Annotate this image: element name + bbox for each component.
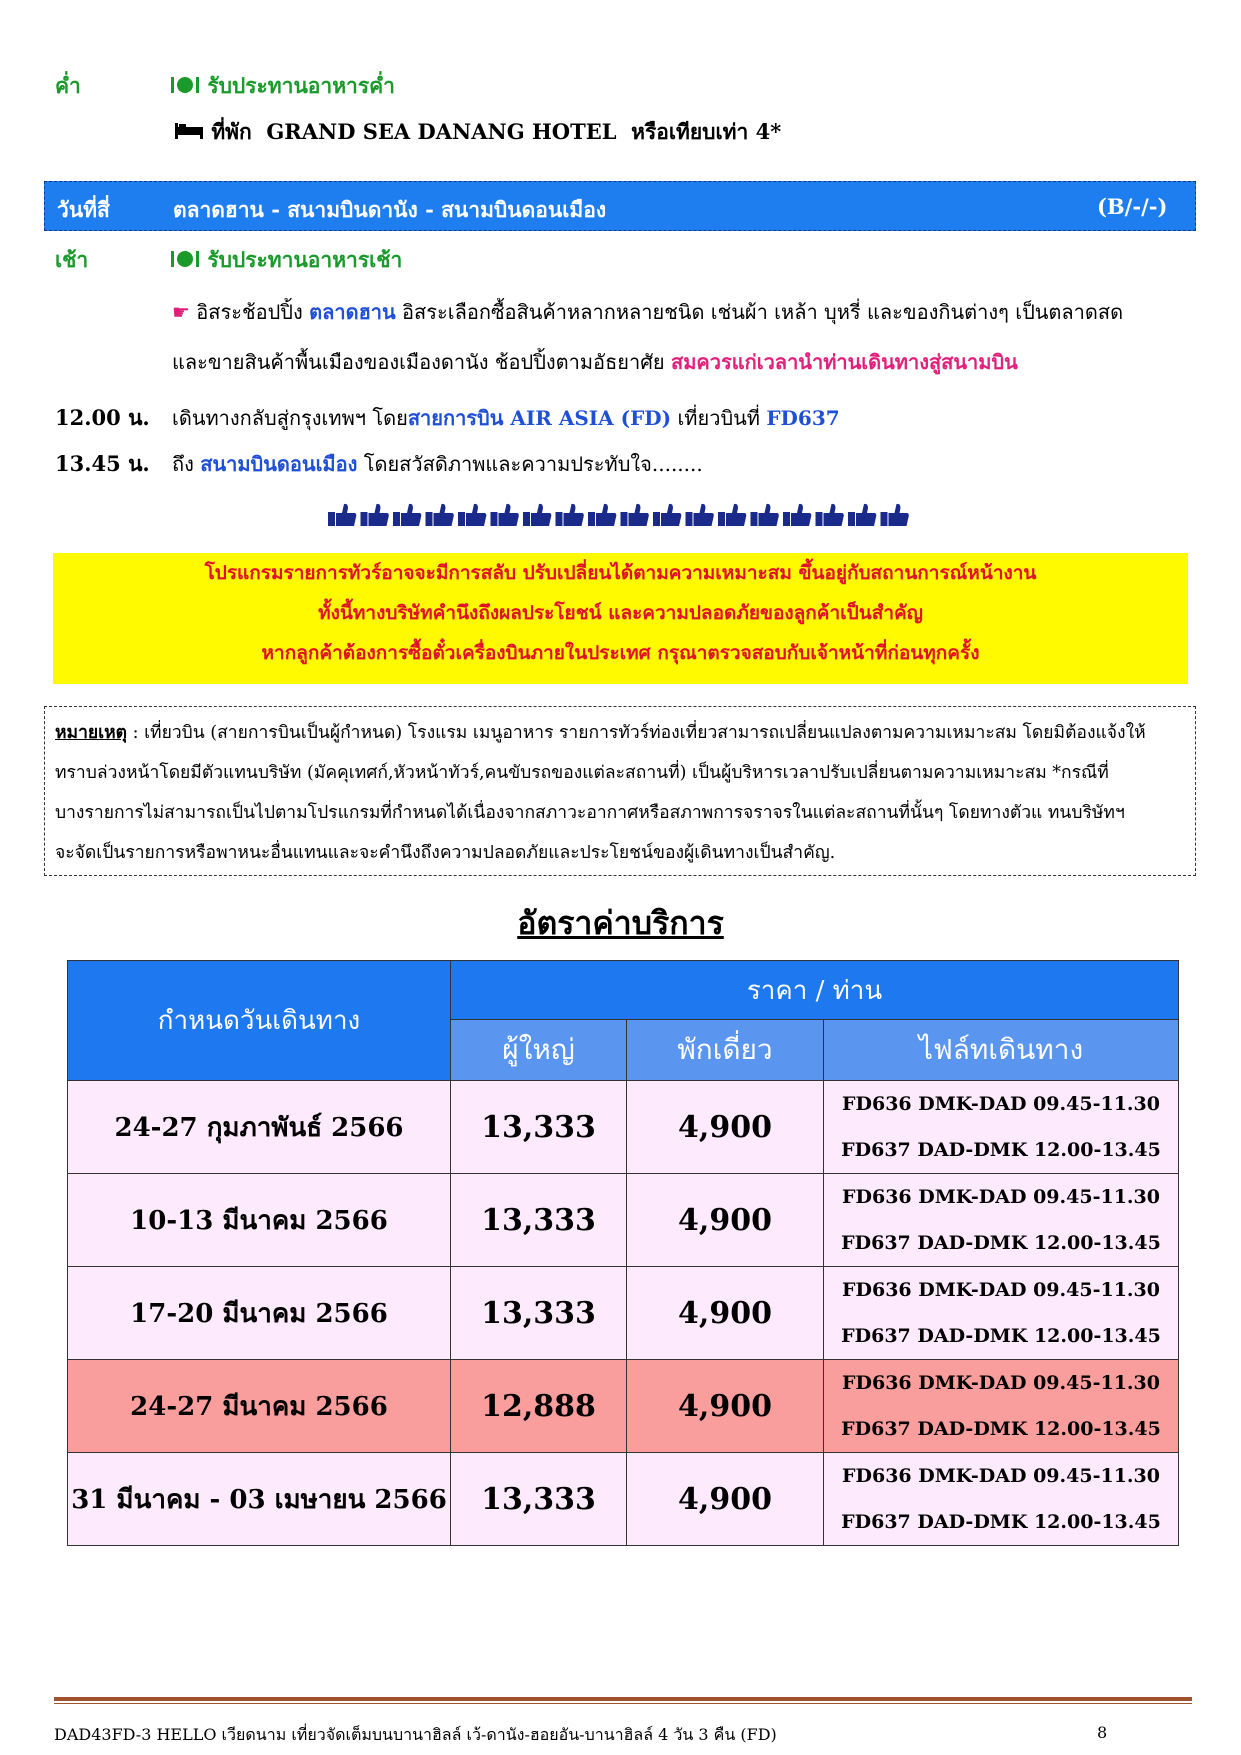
- row-date: 24-27 มีนาคม 2566: [68, 1360, 451, 1453]
- row-date: 17-20 มีนาคม 2566: [68, 1267, 451, 1360]
- row-date: 24-27 กุมภาพันธ์ 2566: [68, 1081, 451, 1174]
- plate-icon: [170, 75, 200, 100]
- row-adult-price: 13,333: [451, 1453, 627, 1546]
- time-1-flight: FD637: [766, 406, 840, 430]
- row-flight-out: FD636 DMK-DAD 09.45-11.30: [842, 1465, 1160, 1487]
- row-date: 10-13 มีนาคม 2566: [68, 1174, 451, 1267]
- bed-icon: [174, 121, 204, 146]
- row-flights: [824, 1453, 1179, 1546]
- thumbs-up-icon: [718, 504, 746, 526]
- time-1-text-b: เที่ยวบินที่: [677, 406, 760, 430]
- time-1-airline: สายการบิน AIR ASIA (FD): [407, 406, 672, 430]
- thumbs-up-icon: [848, 504, 876, 526]
- col-date-header: กำหนดวันเดินทาง: [68, 961, 451, 1081]
- hotel-prefix: ที่พัก: [211, 119, 252, 144]
- thumbs-up-icon: [751, 504, 779, 526]
- row-adult-price: 13,333: [451, 1267, 627, 1360]
- thumbs-up-icon: [621, 504, 649, 526]
- thumbs-up-icon: [556, 504, 584, 526]
- activity-line-2: [172, 346, 1018, 378]
- page-number: 8: [1097, 1723, 1108, 1742]
- rates-table: [67, 960, 1179, 1546]
- activity-market: ตลาดฮาน: [309, 300, 396, 324]
- time-2-text-b: โดยสวัสดิภาพและความประทับใจ........: [363, 452, 703, 476]
- remark-line-3: บางรายการไม่สามารถเป็นไปตามโปรแกรมที่กำหนดได้เนื่องจากสภาวะอากาศหรือสภาพการจราจรในแต่ละสถานที่นั้นๆ โดยทางตัวแ ทนบริษัทฯ: [55, 803, 1125, 823]
- time-1: 12.00 น.: [55, 405, 150, 430]
- activity-text-b: อิสระเลือกซื้อสินค้าหลากหลายชนิด เช่นผ้า เหล้า บุหรี่ และของกินต่างๆ เป็นตลาดสด: [402, 300, 1124, 324]
- row-flights: [824, 1360, 1179, 1453]
- col-price-header: ราคา / ท่าน: [451, 961, 1179, 1020]
- time-1-desc: [172, 402, 840, 434]
- remark-line-4: จะจัดเป็นรายการหรือพาหนะอื่นแทนและจะคำนึงถึงความปลอดภัยและประโยชน์ของผู้เดินทางเป็นสำคัญ.: [55, 843, 836, 863]
- day-band: [44, 181, 1196, 231]
- activity-text-a: อิสระช้อปปิ้ง: [196, 300, 303, 324]
- time-1-text-a: เดินทางกลับสู่กรุงเทพฯ โดย: [172, 406, 408, 430]
- rates-title: อัตราค่าบริการ: [517, 904, 724, 942]
- row-single-price: 4,900: [627, 1081, 824, 1174]
- thumbs-up-icon: [458, 504, 486, 526]
- pointing-hand-icon: ☛: [172, 300, 190, 324]
- notice-line-2: ทั้งนี้ทางบริษัทคำนึงถึงผลประโยชน์ และความปลอดภัยของลูกค้าเป็นสำคัญ: [318, 602, 923, 624]
- thumbs-up-icon: [393, 504, 421, 526]
- time-2-text-a: ถึง: [172, 452, 194, 476]
- dinner-meal-text: รับประทานอาหารค่ำ: [207, 73, 395, 98]
- hotel-line: [174, 116, 781, 149]
- breakfast-label: เช้า: [55, 247, 89, 272]
- col-adult-header: ผู้ใหญ่: [451, 1020, 627, 1081]
- row-flight-return: FD637 DAD-DMK 12.00-13.45: [841, 1511, 1161, 1533]
- row-flights: [824, 1267, 1179, 1360]
- dinner-meal: [170, 70, 395, 103]
- hotel-name: GRAND SEA DANANG HOTEL: [266, 119, 617, 144]
- thumbs-up-icon: [426, 504, 454, 526]
- table-row-highlight: [68, 1360, 1179, 1453]
- row-single-price: 4,900: [627, 1453, 824, 1546]
- row-flight-return: FD637 DAD-DMK 12.00-13.45: [841, 1139, 1161, 1161]
- notice-box: [53, 553, 1188, 684]
- row-single-price: 4,900: [627, 1360, 824, 1453]
- thumbs-up-icon: [686, 504, 714, 526]
- row-flights: [824, 1174, 1179, 1267]
- row-flight-return: FD637 DAD-DMK 12.00-13.45: [841, 1418, 1161, 1440]
- thumbs-up-icon: [523, 504, 551, 526]
- row-flight-return: FD637 DAD-DMK 12.00-13.45: [841, 1325, 1161, 1347]
- row-single-price: 4,900: [627, 1267, 824, 1360]
- notice-line-3: หากลูกค้าต้องการซื้อตั๋วเครื่องบินภายในประเทศ กรุณาตรวจสอบกับเจ้าหน้าที่ก่อนทุกครั้ง: [261, 642, 980, 664]
- thumbs-up-row: [328, 500, 918, 530]
- thumbs-up-icon: [653, 504, 681, 526]
- time-2-desc: [172, 448, 703, 480]
- row-adult-price: 12,888: [451, 1360, 627, 1453]
- footer-rule: [54, 1697, 1192, 1701]
- row-flight-out: FD636 DMK-DAD 09.45-11.30: [842, 1279, 1160, 1301]
- row-flight-out: FD636 DMK-DAD 09.45-11.30: [842, 1186, 1160, 1208]
- breakfast-meal-text: รับประทานอาหารเช้า: [207, 247, 403, 272]
- table-row: [68, 1174, 1179, 1267]
- plate-icon: [170, 249, 200, 274]
- breakfast-meal: [170, 244, 402, 277]
- remark-label: หมายเหตุ: [55, 723, 128, 743]
- thumbs-up-icon: [491, 504, 519, 526]
- remark-line-2: ทราบล่วงหน้าโดยมีตัวแทนบริษัท (มัคคุเทศก์,หัวหน้าทัวร์,คนขับรถของแต่ละสถานที่) เป็นผู้บริหารเวลาปรับเปลี่ยนตามความเหมาะสม *กรณีที่: [55, 763, 1109, 783]
- row-single-price: 4,900: [627, 1174, 824, 1267]
- hotel-suffix: หรือเทียบเท่า 4*: [631, 119, 782, 144]
- table-row: [68, 1081, 1179, 1174]
- remark-box: [44, 706, 1196, 876]
- remark-text-1: : เที่ยวบิน (สายการบินเป็นผู้กำหนด) โรงแรม เมนูอาหาร รายการทัวร์ท่องเที่ยวสามารถเปลี่ยนแปลงตามความเหมาะสม โดยมิต้องแจ้งให้: [127, 723, 1146, 743]
- thumbs-up-icon: [783, 504, 811, 526]
- thumbs-up-icon: [588, 504, 616, 526]
- row-date: 31 มีนาคม - 03 เมษายน 2566: [68, 1453, 451, 1546]
- row-adult-price: 13,333: [451, 1174, 627, 1267]
- time-2-airport: สนามบินดอนเมือง: [200, 452, 358, 476]
- col-flight-header: ไฟล์ทเดินทาง: [824, 1020, 1179, 1081]
- thumbs-up-icon: [361, 504, 389, 526]
- table-row: [68, 1267, 1179, 1360]
- activity-transfer: สมควรแก่เวลานำท่านเดินทางสู่สนามบิน: [671, 350, 1018, 374]
- row-adult-price: 13,333: [451, 1081, 627, 1174]
- row-flight-out: FD636 DMK-DAD 09.45-11.30: [842, 1093, 1160, 1115]
- activity-line-1: [172, 296, 1123, 328]
- row-flight-out: FD636 DMK-DAD 09.45-11.30: [842, 1372, 1160, 1394]
- remark-line-1: [55, 713, 1185, 753]
- row-flights: [824, 1081, 1179, 1174]
- thumbs-up-icon: [881, 504, 909, 526]
- time-2: 13.45 น.: [55, 451, 150, 476]
- col-single-header: พักเดี่ยว: [627, 1020, 824, 1081]
- thumbs-up-divider: [328, 500, 918, 530]
- table-row: [68, 1453, 1179, 1546]
- row-flight-return: FD637 DAD-DMK 12.00-13.45: [841, 1232, 1161, 1254]
- day-meals: (B/-/-): [1097, 194, 1168, 219]
- thumbs-up-icon: [328, 504, 356, 526]
- day-route: ตลาดฮาน - สนามบินดานัง - สนามบินดอนเมือง: [173, 197, 607, 222]
- activity-text-c: และขายสินค้าพื้นเมืองของเมืองดานัง ช้อปปิ้งตามอัธยาศัย: [172, 350, 665, 374]
- dinner-label: ค่ำ: [55, 73, 81, 98]
- footer-rule-thin: [54, 1703, 1192, 1704]
- thumbs-up-icon: [816, 504, 844, 526]
- notice-line-1: โปรแกรมรายการทัวร์อาจจะมีการสลับ ปรับเปลี่ยนได้ตามความเหมาะสม ขึ้นอยู่กับสถานการณ์หน้างาน: [204, 562, 1037, 584]
- footer-text: DAD43FD-3 HELLO เวียดนาม เที่ยวจัดเต็มบนบานาฮิลล์ เว้-ดานัง-ฮอยอัน-บานาฮิลล์ 4 วัน 3 คืน (FD): [54, 1725, 777, 1744]
- day-label: วันที่สี่: [57, 197, 110, 222]
